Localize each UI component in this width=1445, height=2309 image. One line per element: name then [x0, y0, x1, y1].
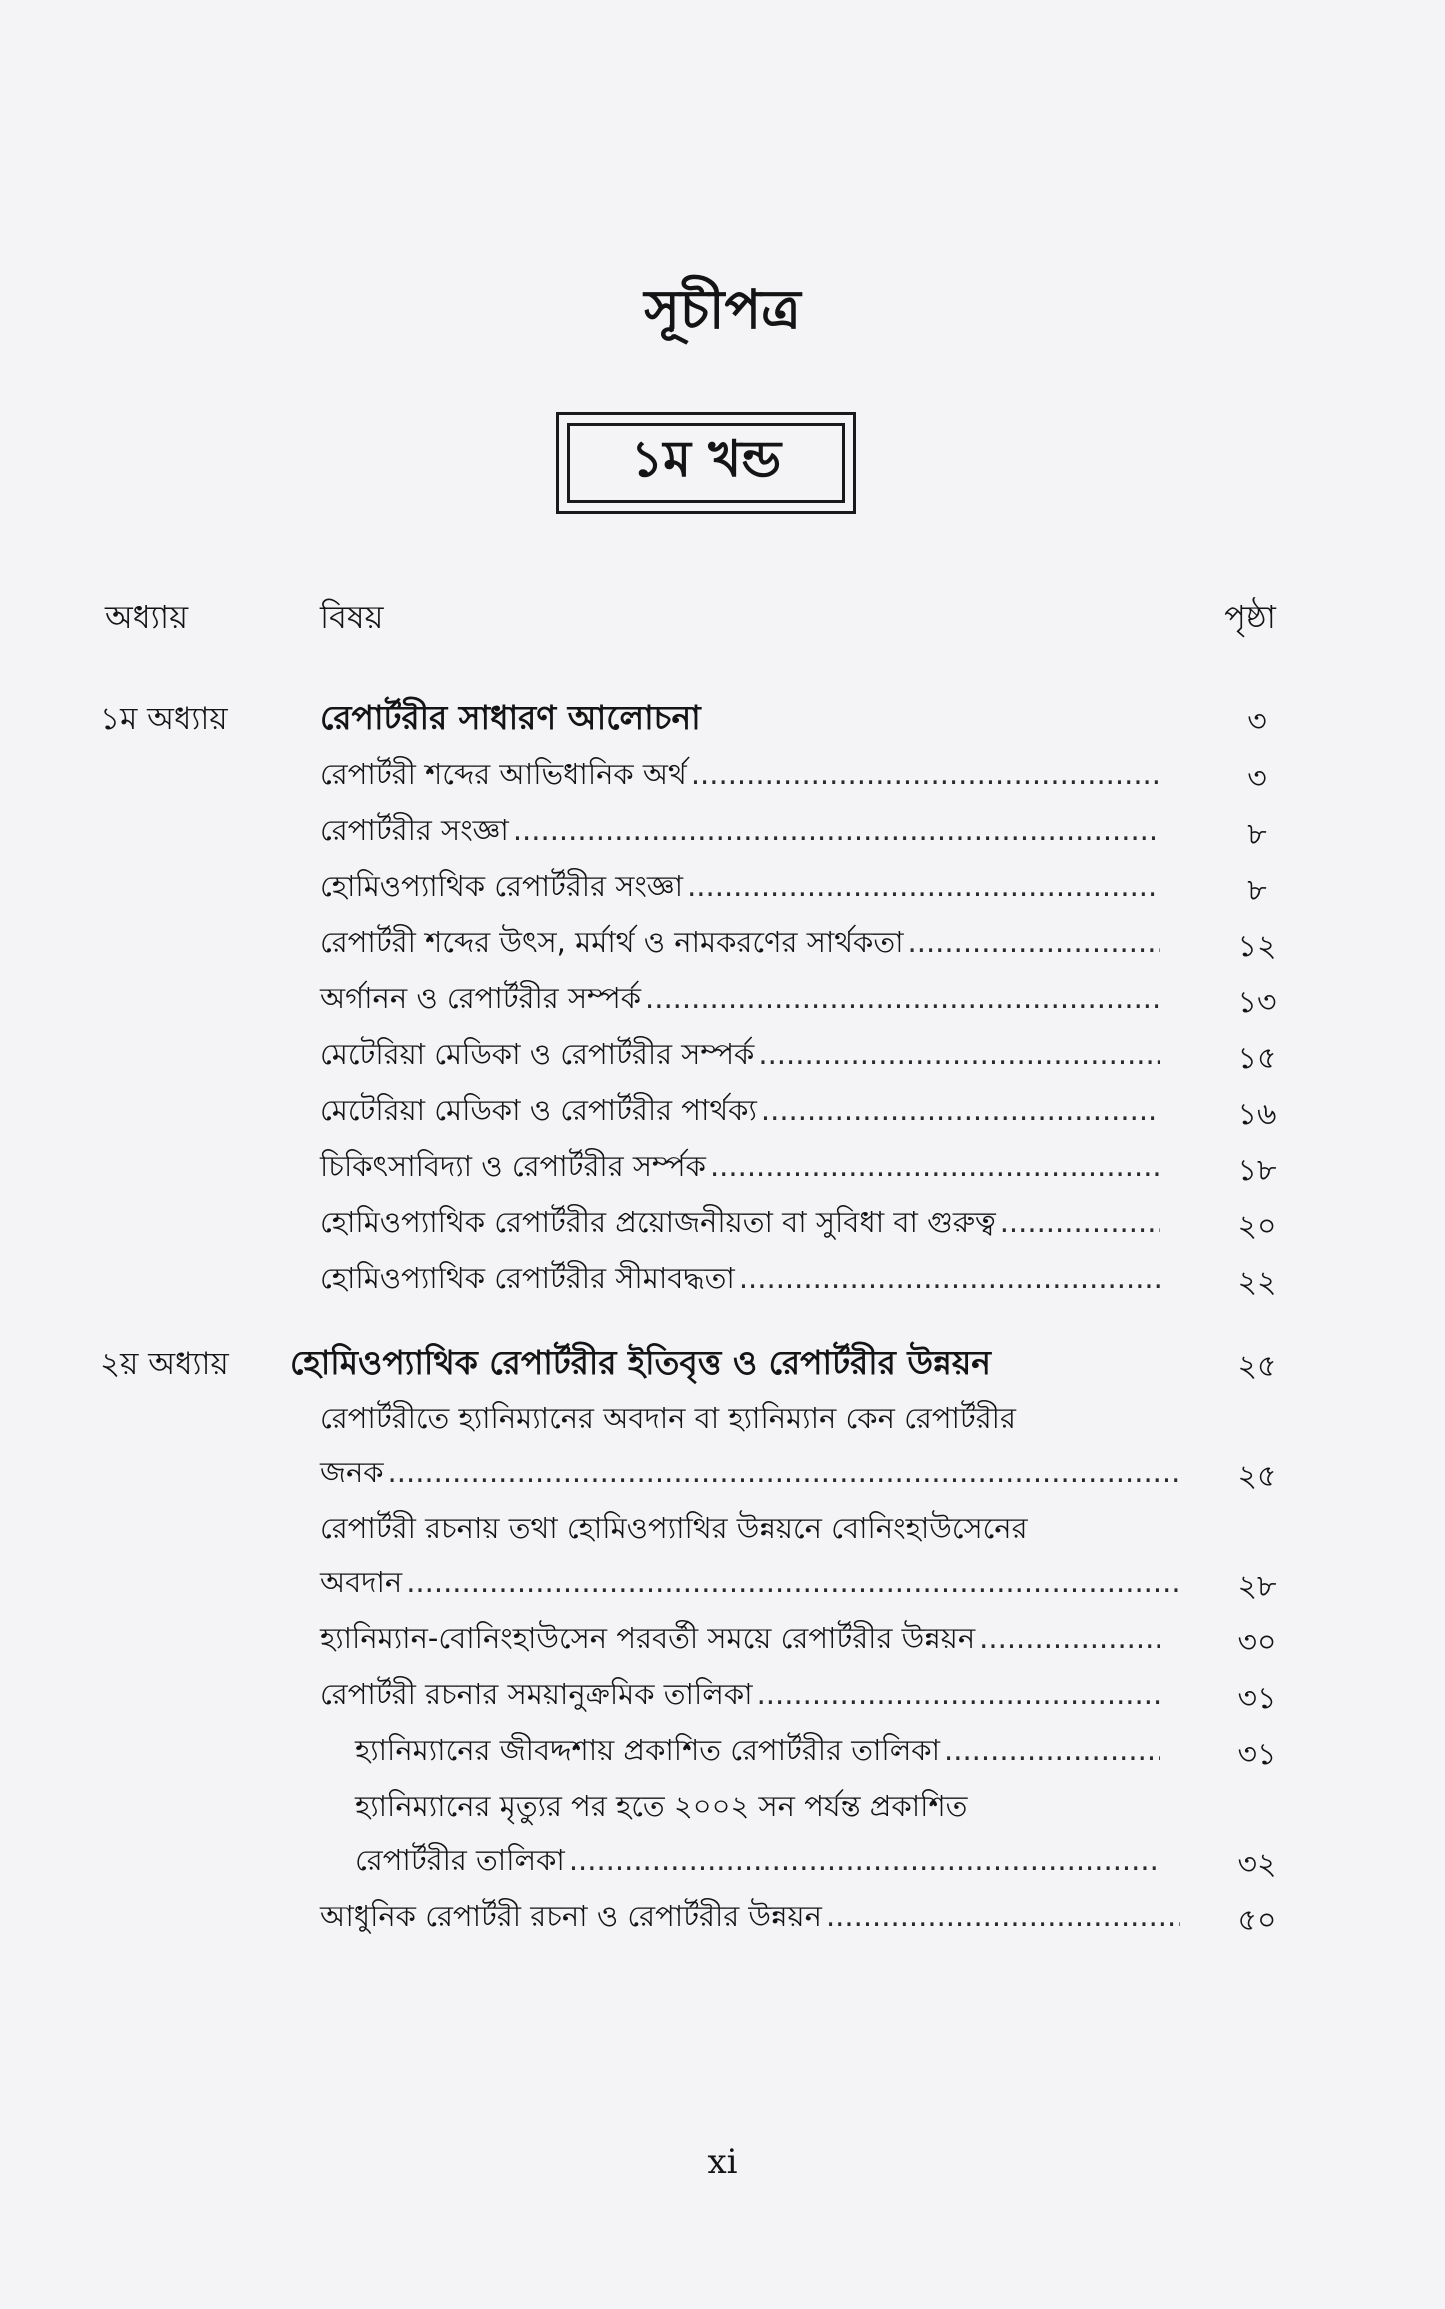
toc-entry: [320, 752, 1160, 801]
chapter-title: রেপার্টরীর সাধারণ আলোচনা: [320, 698, 701, 737]
toc-entry-text: রেপার্টরীর সংজ্ঞা: [320, 813, 509, 847]
toc-entry-text: হোমিওপ্যাথিক রেপার্টরীর সীমাবদ্ধতা: [320, 1261, 735, 1295]
leader-dots: [908, 925, 1160, 959]
toc-entry-page: ২৮: [1237, 1569, 1277, 1604]
toc-entry-page: ৩১: [1237, 1737, 1277, 1772]
chapter-page: ৩: [1247, 704, 1267, 739]
toc-entry-text: হোমিওপ্যাথিক রেপার্টরীর প্রয়োজনীয়তা বা সুবিধা বা গুরুত্ব: [320, 1205, 996, 1239]
toc-entry: [320, 1032, 1160, 1081]
volume-box: [556, 412, 856, 514]
column-header-chapter: অধ্যায়: [105, 598, 189, 636]
toc-entry-page: ১৬: [1237, 1097, 1277, 1132]
leader-dots: [569, 1843, 1160, 1877]
toc-entry-text: রেপার্টরী শব্দের উৎস, মর্মার্থ ও নামকরণের সার্থকতা: [320, 925, 904, 959]
chapter-label: ২য় অধ্যায়: [100, 1346, 229, 1382]
toc-entry-page: ২২: [1237, 1265, 1277, 1300]
toc-entry-text: হ্যানিম্যান-বোনিংহাউসেন পরবর্তী সময়ে রেপার্টরীর উন্নয়ন: [320, 1621, 976, 1655]
toc-entry: [320, 1144, 1160, 1193]
page-title: সূচীপত্র: [644, 278, 801, 341]
leader-dots: [687, 869, 1160, 903]
leader-dots: [1000, 1205, 1160, 1239]
toc-entry-page: ৫০: [1237, 1903, 1277, 1938]
toc-entry: [320, 1450, 1180, 1499]
toc-entry-page: ১২: [1237, 929, 1277, 964]
page-number-footer: xi: [707, 2142, 738, 2182]
toc-entry-page: ৩: [1247, 761, 1267, 796]
toc-entry-page: ৮: [1247, 817, 1267, 852]
toc-entry: [320, 1200, 1160, 1249]
leader-dots: [944, 1733, 1160, 1767]
column-header-subject: বিষয়: [320, 598, 384, 636]
toc-entry: [355, 1728, 1160, 1777]
leader-dots: [757, 1677, 1160, 1711]
toc-entry: [355, 1838, 1160, 1887]
leader-dots: [979, 1621, 1160, 1655]
toc-entry-page: ৩১: [1237, 1681, 1277, 1716]
toc-entry-continuation: জনক: [320, 1455, 384, 1489]
toc-entry: [320, 1672, 1160, 1721]
leader-dots: [388, 1455, 1180, 1489]
toc-entry-text: মেটেরিয়া মেডিকা ও রেপার্টরীর সম্পর্ক: [320, 1037, 755, 1071]
toc-entry: [320, 808, 1160, 857]
toc-entry: [320, 1088, 1160, 1137]
toc-entry-text: অর্গানন ও রেপার্টরীর সম্পর্ক: [320, 981, 642, 1015]
toc-entry-page: ৮: [1247, 873, 1267, 908]
column-header-page: পৃষ্ঠা: [1224, 598, 1276, 636]
toc-entry: [320, 1894, 1180, 1943]
toc-entry-text: রেপার্টরী শব্দের আভিধানিক অর্থ: [320, 757, 687, 791]
toc-entry-text: হ্যানিম্যানের জীবদ্দশায় প্রকাশিত রেপার্টরীর তালিকা: [355, 1733, 941, 1767]
toc-entry: [320, 1256, 1160, 1305]
volume-label: ১ম খন্ড: [567, 423, 845, 503]
chapter-label: ১ম অধ্যায়: [100, 701, 228, 737]
toc-entry-page: ১৮: [1237, 1153, 1277, 1188]
toc-entry: [320, 976, 1160, 1025]
toc-entry-page: ২৫: [1237, 1459, 1277, 1494]
toc-entry-text: রেপার্টরীতে হ্যানিম্যানের অবদান বা হ্যানিম্যান কেন রেপার্টরীর: [320, 1401, 1016, 1435]
leader-dots: [739, 1261, 1160, 1295]
leader-dots: [513, 813, 1160, 847]
toc-entry: [320, 920, 1160, 969]
leader-dots: [645, 981, 1160, 1015]
leader-dots: [691, 757, 1160, 791]
leader-dots: [406, 1565, 1180, 1599]
toc-entry-text: হোমিওপ্যাথিক রেপার্টরীর সংজ্ঞা: [320, 869, 684, 903]
toc-entry-page: ৩০: [1237, 1625, 1277, 1660]
chapter-title: হোমিওপ্যাথিক রেপার্টরীর ইতিবৃত্ত ও রেপার্টরীর উন্নয়ন: [290, 1343, 992, 1382]
toc-entry-text: চিকিৎসাবিদ্যা ও রেপার্টরীর সর্ম্পক: [320, 1149, 706, 1183]
toc-entry-text: রেপার্টরী রচনার সময়ানুক্রমিক তালিকা: [320, 1677, 753, 1711]
toc-entry-text: আধুনিক রেপার্টরী রচনা ও রেপার্টরীর উন্নয়ন: [320, 1899, 822, 1933]
leader-dots: [758, 1037, 1160, 1071]
toc-entry: [320, 1616, 1160, 1665]
toc-entry: [320, 864, 1160, 913]
toc-entry-continuation: অবদান: [320, 1565, 403, 1599]
leader-dots: [826, 1899, 1180, 1933]
leader-dots: [710, 1149, 1160, 1183]
toc-entry: [320, 1560, 1180, 1609]
toc-entry-page: ১৫: [1237, 1041, 1277, 1076]
toc-entry-text: হ্যানিম্যানের মৃত্যুর পর হতে ২০০২ সন পর্যন্ত প্রকাশিত: [355, 1789, 968, 1823]
chapter-page: ২৫: [1237, 1349, 1277, 1384]
toc-entry-continuation: রেপার্টরীর তালিকা: [355, 1843, 565, 1877]
leader-dots: [761, 1093, 1160, 1127]
toc-entry-page: ১৩: [1237, 985, 1277, 1020]
toc-entry-text: মেটেরিয়া মেডিকা ও রেপার্টরীর পার্থক্য: [320, 1093, 757, 1127]
toc-entry-page: ২০: [1237, 1209, 1277, 1244]
toc-entry-text: রেপার্টরী রচনায় তথা হোমিওপ্যাথির উন্নয়নে বোনিংহাউসেনের: [320, 1511, 1028, 1545]
toc-entry-page: ৩২: [1237, 1847, 1277, 1882]
